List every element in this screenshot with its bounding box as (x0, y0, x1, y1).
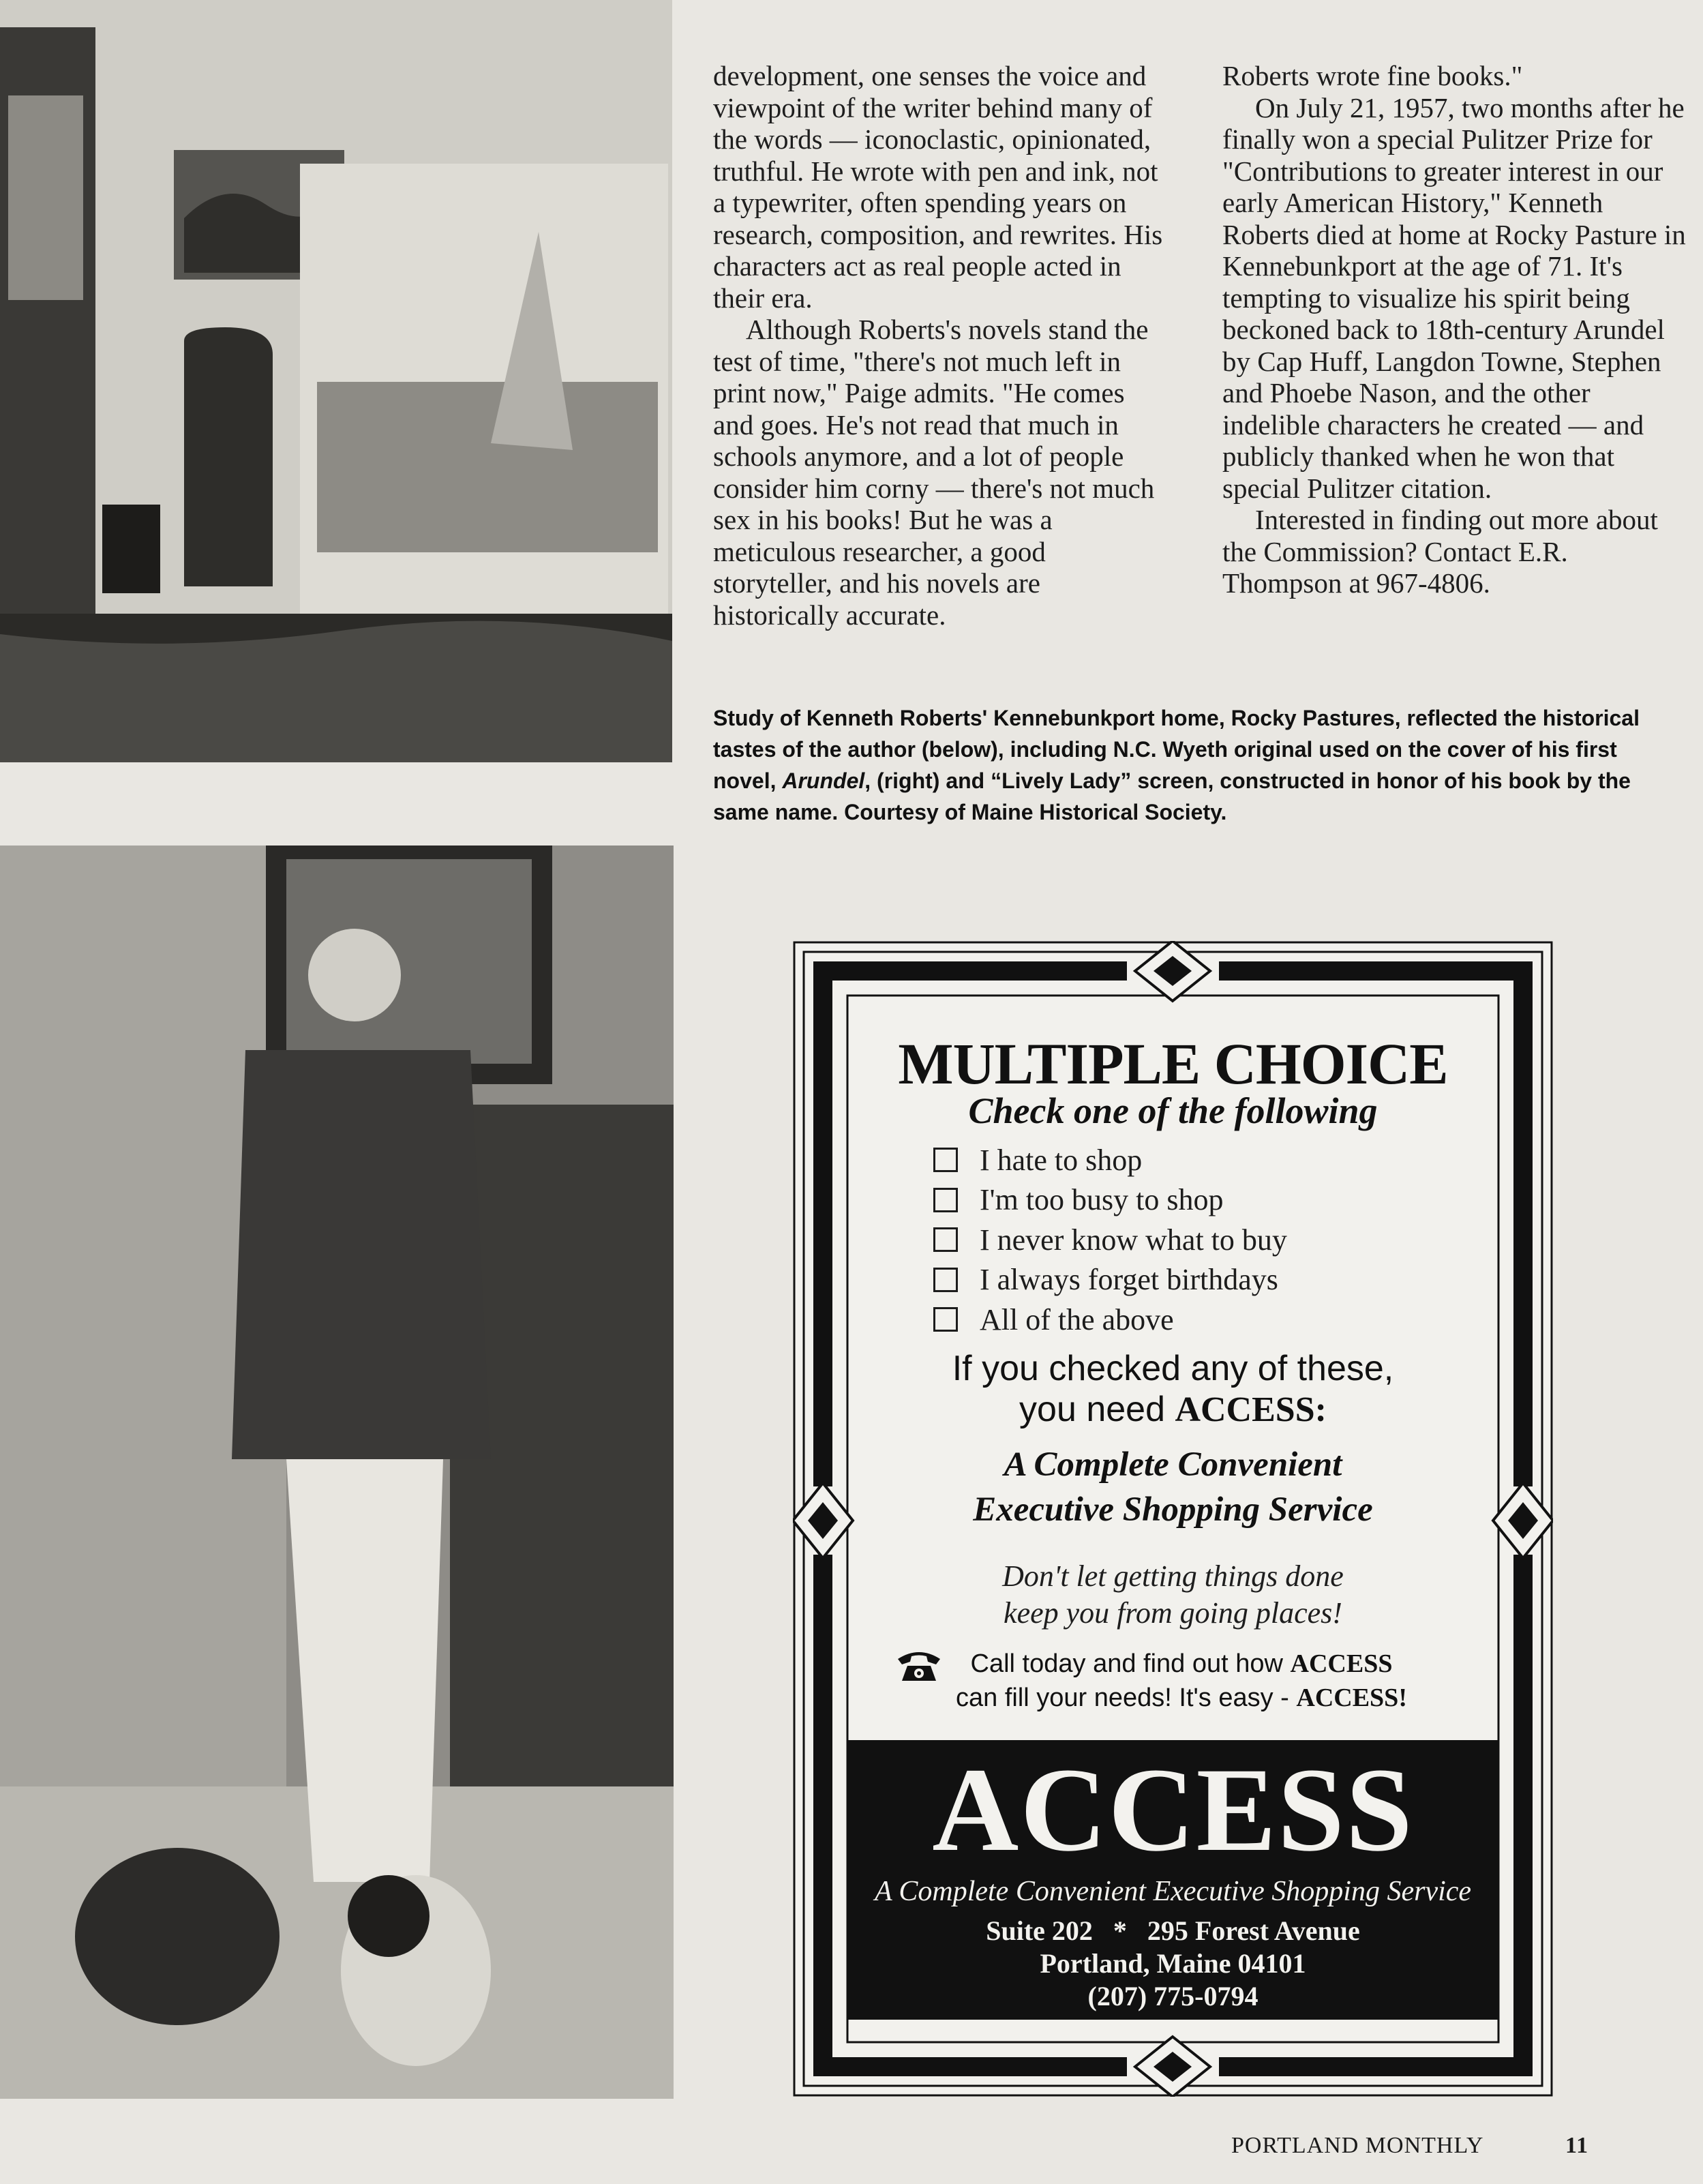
ad-headline: MULTIPLE CHOICE (898, 1031, 1448, 1096)
checkbox-icon (933, 1188, 958, 1212)
caption-text-end: , (right) and “Lively Lady” screen, constructed in honor of his book by the same name. Courtesy of Maine Historical Society. (713, 768, 1631, 824)
checkbox-icon (933, 1268, 958, 1292)
check-option-label: I hate to shop (980, 1143, 1143, 1177)
study-photo-illustration (0, 0, 672, 762)
check-option (933, 1220, 1411, 1260)
check-option (933, 1140, 1411, 1180)
article-paragraph: On July 21, 1957, two months after he finally won a special Pulitzer Prize for "Contributions to greater interest in our early American History," Kenneth Roberts died at home at Rocky Pasture in Kennebunkport at the age of 71. It's tempting to visualize his spirit being beckoned back to 18th-century Arundel by Cap Huff, Langdon Towne, Stephen and Phoebe Nason, and the other indelible characters he created — and publicly thanked when he won that special Pulitzer citation. (1222, 91, 1686, 504)
ad-question-line1: If you checked any of these, (952, 1349, 1394, 1388)
ad-brand-banner (847, 1740, 1498, 2020)
ad-call-line2 (895, 1681, 1468, 1715)
ad-checklist (933, 1140, 1411, 1340)
ad-tagline-line1: A Complete Convenient (1004, 1446, 1342, 1484)
ad-call-text (895, 1647, 1468, 1715)
article-left-column (713, 60, 1170, 631)
ad-question (847, 1348, 1498, 1431)
ad-question-line2 (847, 1389, 1498, 1431)
check-option-label: I always forget birthdays (980, 1263, 1278, 1297)
publication-name: PORTLAND MONTHLY (1231, 2133, 1484, 2158)
checkbox-icon (933, 1227, 958, 1252)
caption-text: Study of Kenneth Roberts' Kennebunkport home, Rocky Pastures, reflected the historical tastes of the author (below), including N.C. Wyeth original used on the cover of his first novel, (713, 706, 1640, 793)
caption-book-title: Arundel (782, 768, 865, 793)
check-option (933, 1300, 1411, 1340)
article-paragraph: Roberts wrote fine books." (1222, 60, 1523, 91)
ad-question-prefix: you need (1019, 1390, 1175, 1429)
ad-brand-subtitle: A Complete Convenient Executive Shopping Service (874, 1876, 1472, 1907)
author-photo (0, 846, 674, 2099)
checkbox-icon (933, 1307, 958, 1332)
check-option-label: I'm too busy to shop (980, 1183, 1224, 1217)
check-option (933, 1180, 1411, 1221)
ad-call-prefix: Call today and find out how (970, 1649, 1291, 1678)
ad-slogan (847, 1558, 1498, 1632)
article-right-column (1222, 60, 1686, 599)
check-option-label: I never know what to buy (980, 1223, 1287, 1257)
ad-slogan-line2: keep you from going places! (1004, 1596, 1342, 1630)
study-photo (0, 0, 672, 762)
author-photo-illustration (0, 846, 674, 2099)
article-paragraph: development, one senses the voice and viewpoint of the writer behind many of the words — iconoclastic, opinionated, truthful. He wrote with pen and ink, not a typewriter, often spending years on research, composition, and rewrites. His characters act as real people acted in their era. (713, 60, 1163, 314)
page-number: 11 (1565, 2133, 1589, 2158)
ad-subhead: Check one of the following (968, 1090, 1378, 1131)
article-paragraph: Interested in finding out more about the Commission? Contact E.R. Thompson at 967-4806. (1222, 504, 1658, 599)
check-option-label: All of the above (980, 1302, 1174, 1336)
ad-phone-number: (207) 775-0794 (1087, 1981, 1259, 2011)
ad-tagline-line2: Executive Shopping Service (973, 1491, 1373, 1529)
access-advertisement (793, 941, 1553, 2097)
ad-call-line1 (895, 1647, 1468, 1681)
check-option (933, 1260, 1411, 1300)
photo-caption (713, 702, 1681, 828)
ad-address-line1: Suite 202 * 295 Forest Avenue (986, 1915, 1360, 1946)
page-footer (1231, 2133, 1668, 2159)
ad-slogan-line1: Don't let getting things done (1002, 1559, 1344, 1593)
ad-tagline (847, 1442, 1498, 1532)
checkbox-icon (933, 1148, 958, 1172)
ad-call-brand-end: ACCESS! (1296, 1684, 1407, 1712)
article-paragraph: Although Roberts's novels stand the test of time, "there's not much left in print now," Paige admits. "He comes and goes. He's not read that much in schools anymore, and a lot of people consider him corny — there's not much sex in his books! But he was a meticulous researcher, a good storyteller, and his novels are historically accurate. (713, 314, 1155, 631)
ad-brand-logo: ACCESS (932, 1744, 1414, 1876)
ad-address-line2: Portland, Maine 04101 (1040, 1948, 1306, 1979)
ad-call-line2-prefix: can fill your needs! It's easy - (956, 1684, 1297, 1712)
ad-call-brand: ACCESS (1290, 1649, 1393, 1678)
ad-question-brand: ACCESS: (1175, 1390, 1327, 1429)
ad-address (847, 1915, 1498, 2013)
